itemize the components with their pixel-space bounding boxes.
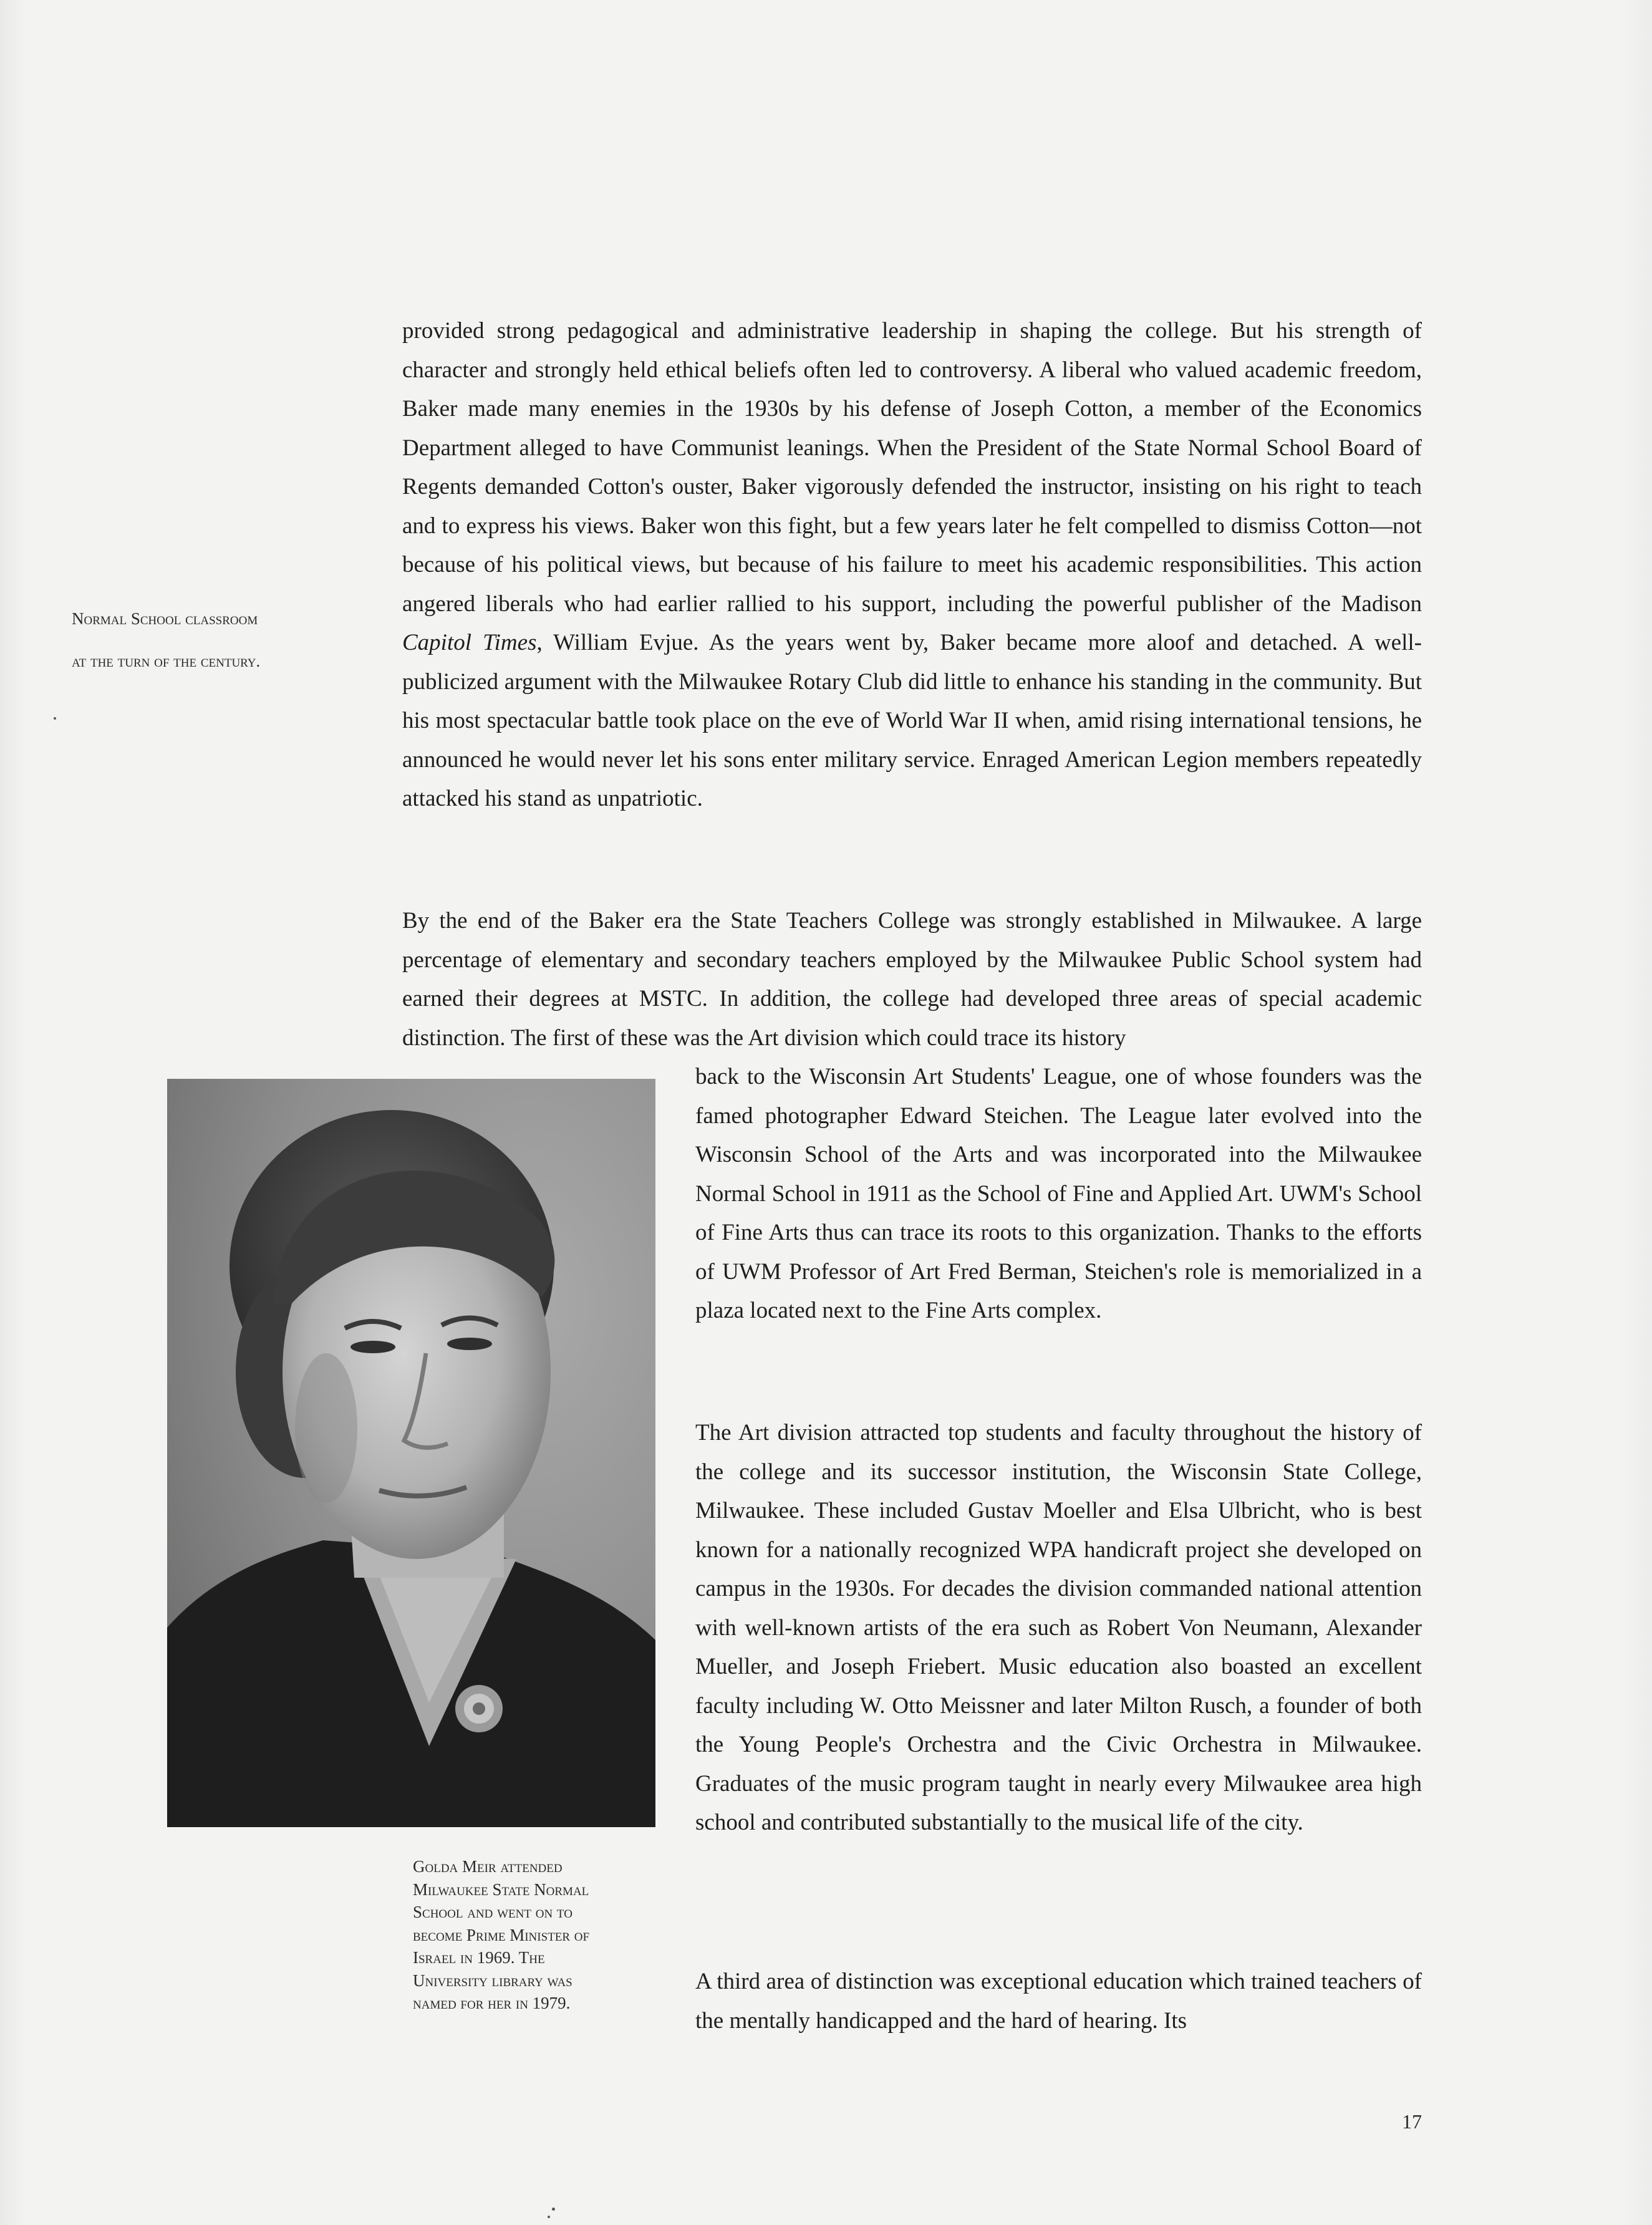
- newspaper-title: Capitol Times: [402, 630, 537, 655]
- body-paragraph-3: The Art division attracted top students and faculty throughout the history of the college and its successor institution, the Wisconsin State College, Milwaukee. These included Gustav Moeller and Elsa Ulbricht, who is best known for a nationally recognized WPA handicraft project she developed on campus in the 1930s. For decades the division commanded national attention with well-known artists of the era such as Robert Von Neumann, Alexander Mueller, and Joseph Friebert. Music education also boasted an excellent faculty including W. Otto Meissner and later Milton Rusch, a founder of both the Young People's Orchestra and the Civic Orchestra in Milwaukee. Graduates of the music program taught in nearly every Milwaukee area high school and contributed substantially to the musical life of the city.: [695, 1420, 1422, 1835]
- body-paragraph-1: [402, 312, 1422, 861]
- meir-caption-line: named for her in 1979.: [413, 1994, 571, 2012]
- meir-caption-line: Golda Meir attended: [413, 1857, 563, 1876]
- classroom-caption: [72, 597, 334, 682]
- golda-meir-portrait-photo: [167, 1079, 655, 1827]
- body-paragraph-4: A third area of distinction was exceptional education which trained teachers of the mentally handicapped and the hard of hearing. Its: [695, 1969, 1422, 2034]
- body-paragraph-2-top: By the end of the Baker era the State Teachers College was strongly established in Milwaukee. A large percentage of elementary and secondary teachers employed by the Milwaukee Public School system had earned their degrees at MSTC. In addition, the college had developed three areas of special academic distinction. The first of these was the Art division which could trace its history: [402, 908, 1422, 1051]
- meir-caption-line: School and went on to: [413, 1903, 572, 1921]
- meir-caption-line: University library was: [413, 1971, 572, 1990]
- golda-meir-caption: [413, 1855, 650, 2015]
- classroom-caption-line: Normal School classroom: [72, 609, 258, 628]
- meir-caption-line: Milwaukee State Normal: [413, 1880, 589, 1899]
- meir-caption-line: Israel in 1969. The: [413, 1948, 545, 1967]
- scan-speck: [552, 2208, 555, 2211]
- portrait-photo-icon: [167, 1079, 655, 1827]
- scan-speck: [54, 717, 56, 720]
- scan-speck: [548, 2216, 550, 2218]
- classroom-caption-line: at the turn of the century.: [72, 652, 261, 670]
- body-paragraph-2-bottom: back to the Wisconsin Art Students' League, one of whose founders was the famed photographer Edward Steichen. The League later evolved into the Wisconsin School of the Arts and was incorporated into the Milwaukee Normal School in 1911 as the School of Fine and Applied Art. UWM's School of Fine Arts thus can trace its roots to this organization. Thanks to the efforts of UWM Professor of Art Fred Berman, Steichen's role is memorialized in a plaza located next to the Fine Arts complex.: [695, 1064, 1422, 1323]
- paragraph-1-text: provided strong pedagogical and administrative leadership in shaping the college. But his strength of character and strongly held ethical beliefs often led to controversy. A liberal who valued academic freedom, Baker made many enemies in the 1930s by his defense of Joseph Cotton, a member of the Economics Department alleged to have Communist leanings. When the President of the State Normal School Board of Regents demanded Cotton's ouster, Baker vigorously defended the instructor, insisting on his right to teach and to express his views. Baker won this fight, but a few years later he felt compelled to dismiss Cotton—not because of his political views, but because of his failure to meet his academic responsibilities. This action angered liberals who had earlier rallied to his support, including the powerful publisher of the Madison: [402, 318, 1422, 617]
- page-number: 17: [1402, 2110, 1422, 2133]
- meir-caption-line: become Prime Minister of: [413, 1925, 590, 1944]
- paragraph-1-text-end: , William Evjue. As the years went by, Baker became more aloof and detached. A well-publicized argument with the Milwaukee Rotary Club did little to enhance his standing in the community. But his most spectacular battle took place on the eve of World War II when, amid rising international tensions, he announced he would never let his sons enter military service. Enraged American Legion members repeatedly attacked his stand as unpatriotic.: [402, 630, 1422, 811]
